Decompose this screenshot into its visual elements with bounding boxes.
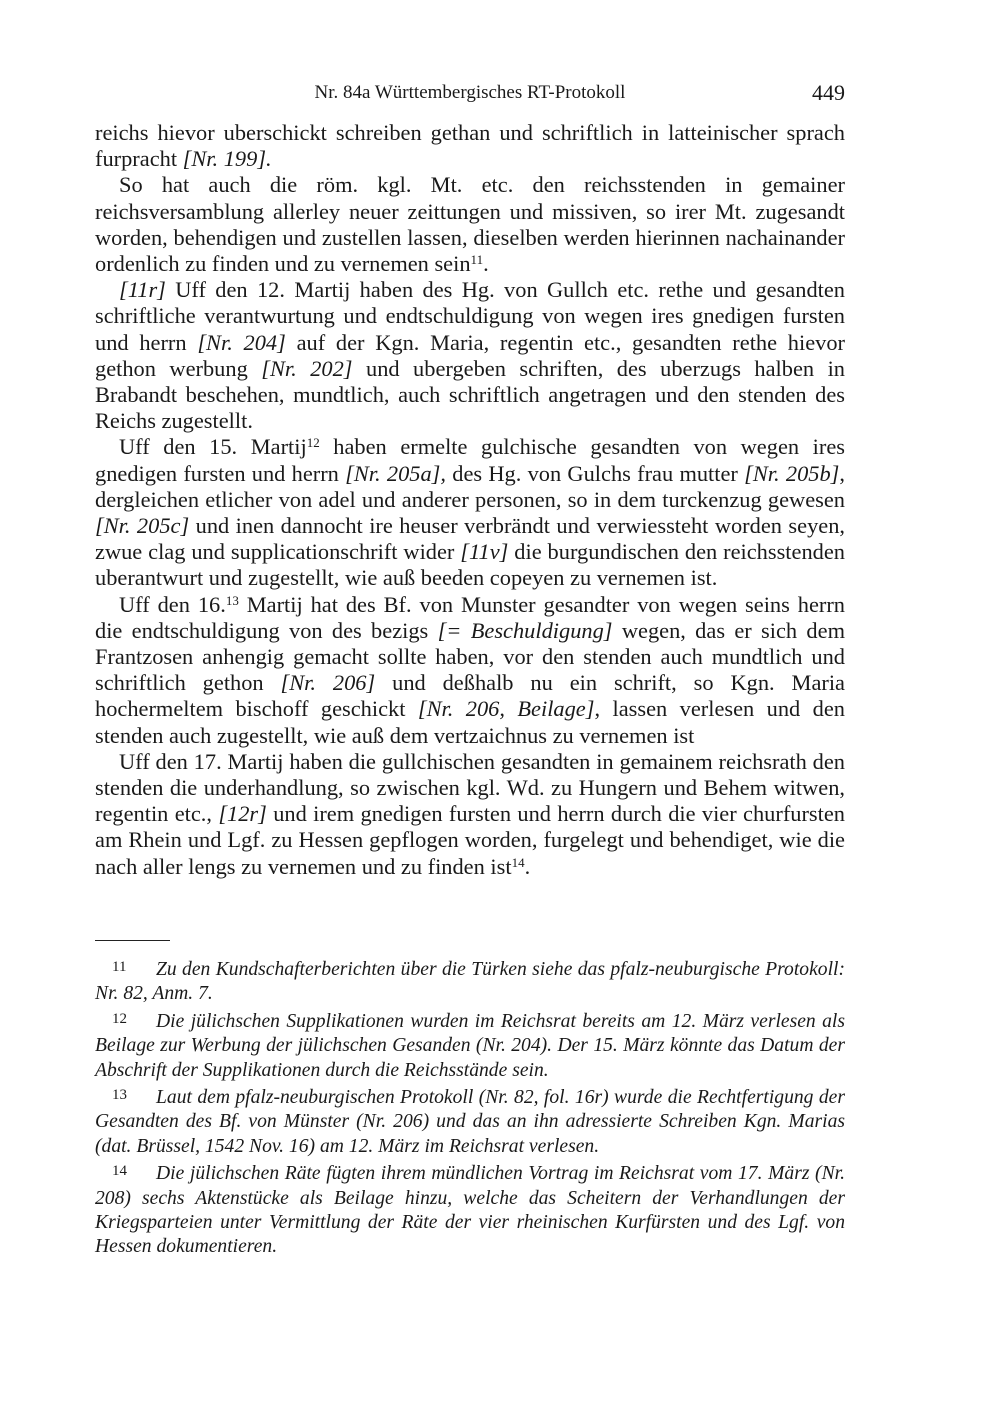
text-run: und inen dannocht ire heuser verbrändt und verwiessteht worden seyen, zwue clag und supplicationschrift wider <box>95 513 845 565</box>
text-run: Uff den 17. Martij haben die gullchischen gesandten in gemainem reichsrath den stenden die underhandlung, so zwischen kgl. Wd. zu Hungern und Behem witwen, regentin etc., <box>95 748 845 827</box>
text-run: . <box>483 251 489 277</box>
text-run: des Hg. von Gulchs frau mutter <box>445 460 745 486</box>
paragraph <box>95 172 845 277</box>
editorial-reference: [11v] <box>460 539 509 565</box>
running-header <box>95 80 845 108</box>
footnote <box>95 1159 845 1260</box>
main-text <box>95 120 845 880</box>
editorial-reference: [Nr. 199]. <box>182 146 272 172</box>
text-run: Martij hat des Bf. von Munster gesandter von wegen seins herrn die endtschuldigung von des bezigs <box>95 591 845 643</box>
editorial-reference: [12r] <box>218 801 267 827</box>
editorial-reference: [= Beschuldigung] <box>437 617 613 643</box>
paragraph <box>95 434 845 591</box>
text-run: und ubergeben schriften, des uberzugs halben in Brabandt beschehen, mundtlich, auch schriftlich angetragen und den stenden des Reichs zugestellt. <box>95 355 846 434</box>
editorial-reference: [Nr. 206] <box>280 670 376 696</box>
text-run: auf der Kgn. Maria, regentin etc., gesandten rethe hievor gethon werbung <box>95 329 845 381</box>
editorial-reference: [Nr. 205c] <box>95 513 190 539</box>
text-run: die burgundischen den reichsstenden uberantwurt und zugestellt, wie auß beeden copeyen zu vernemen ist. <box>95 539 845 591</box>
page-number: 449 <box>812 80 845 105</box>
text-run: reichs hievor uberschickt schreiben gethan und schriftlich in latteinischer sprach furpracht <box>95 120 845 172</box>
paragraph <box>95 120 845 172</box>
paragraph <box>95 277 845 434</box>
footnote-number: 11 <box>112 959 127 975</box>
footnote-divider <box>95 940 170 941</box>
footnote-reference: 12 <box>306 435 320 451</box>
text-run: . <box>524 853 531 879</box>
footnote-text: Die jülichschen Supplikationen wurden im Reichsrat bereits am 12. März verlesen als Beilage zur Werbung der jülichschen Gesanden (Nr. 204). Der 15. März könnte das Datum der Abschrift der Supplikationen durch die Reichsstände sein. <box>95 1010 845 1081</box>
editorial-reference: [Nr. 205b] <box>744 460 840 486</box>
paragraph <box>95 749 845 880</box>
editorial-reference: [Nr. 204] <box>197 329 286 355</box>
footnote <box>95 955 845 1007</box>
footnote-reference: 13 <box>225 592 239 608</box>
text-run: , lassen verlesen und den stenden auch zugestellt, wie auß dem vertzaichnus zu vernemen ist <box>95 696 845 748</box>
text-run: So hat auch die röm. kgl. Mt. etc. den reichsstenden in gemainer reichsversamblung allerley neuer zeittungen und missiven, so irer Mt. zugesandt worden, behendigen und zustellen lassen, dieselben werden hierinnen nachainander ordenlich zu finden und zu vernemen sein <box>95 172 845 277</box>
footnote-number: 13 <box>112 1087 127 1104</box>
footnote-text: Laut dem pfalz-neuburgischen Protokoll (Nr. 82, fol. 16r) wurde die Rechtfertigung der Gesandten des Bf. von Münster (Nr. 206) und das an ihn adressierte Schreiben Kgn. Marias (dat. Brüssel, 1542 Nov. 16) am 12. März im Reichsrat verlesen. <box>95 1087 845 1157</box>
editorial-reference: [Nr. 206, Beilage] <box>417 696 595 722</box>
footnote-text: Die jülichschen Räte fügten ihrem mündlichen Vortrag im Reichsrat vom 17. März (Nr. 208) sechs Aktenstücke als Beilage hinzu, welche das Scheitern der Verhandlungen der Kriegsparteien unter Vermittlung der Räte der vier rheinischen Kurfürsten und des Lgf. von Hessen dokumentieren. <box>95 1163 845 1258</box>
footnote <box>95 1083 845 1159</box>
text-run: und deßhalb nu ein schrift, so Kgn. Maria hochermeltem bischoff geschickt <box>95 670 845 722</box>
editorial-reference: [Nr. 205a], <box>345 460 446 486</box>
footnote-number: 14 <box>112 1163 127 1180</box>
text-run: , dergleichen etlicher von adel und anderer personen, so in dem turckenzug gewesen <box>95 460 846 512</box>
text-run: und irem gnedigen fursten und herrn durch die vier churfursten am Rhein und Lgf. zu Hessen gepflogen worden, furgelegt und behendiget, wie die nach aller lengs zu vernemen und zu finden ist <box>95 801 845 879</box>
header-title: Nr. 84a Württembergisches RT-Protokoll <box>314 82 626 103</box>
footnotes <box>95 955 845 1260</box>
paragraph <box>95 592 845 749</box>
footnote-number: 12 <box>112 1010 127 1027</box>
text-run: wegen, das er sich dem Frantzosen anhengig gemacht sollte haben, vor den stenden auch mundtlich und schriftlich gethon <box>95 617 845 696</box>
text-run: Uff den 15. Martij <box>119 434 307 460</box>
text-run: haben ermelte gulchische gesandten von wegen ires gnedigen fursten und herrn <box>95 434 845 486</box>
footnote-reference: 11 <box>470 252 484 268</box>
text-run: Uff den 12. Martij haben des Hg. von Gullch etc. rethe und gesandten schriftliche verantwurtung und endtschuldigung von wegen ires gnedigen fursten und herrn <box>95 277 845 355</box>
footnote-reference: 14 <box>511 854 525 870</box>
footnote <box>95 1007 845 1083</box>
text-run: Uff den 16. <box>119 591 226 617</box>
footnote-text: Zu den Kundschafterberichten über die Türken siehe das pfalz-neuburgische Protokoll: Nr. 82, Anm. 7. <box>95 959 845 1005</box>
editorial-reference: [Nr. 202] <box>261 355 353 381</box>
editorial-reference: [11r] <box>119 277 166 303</box>
